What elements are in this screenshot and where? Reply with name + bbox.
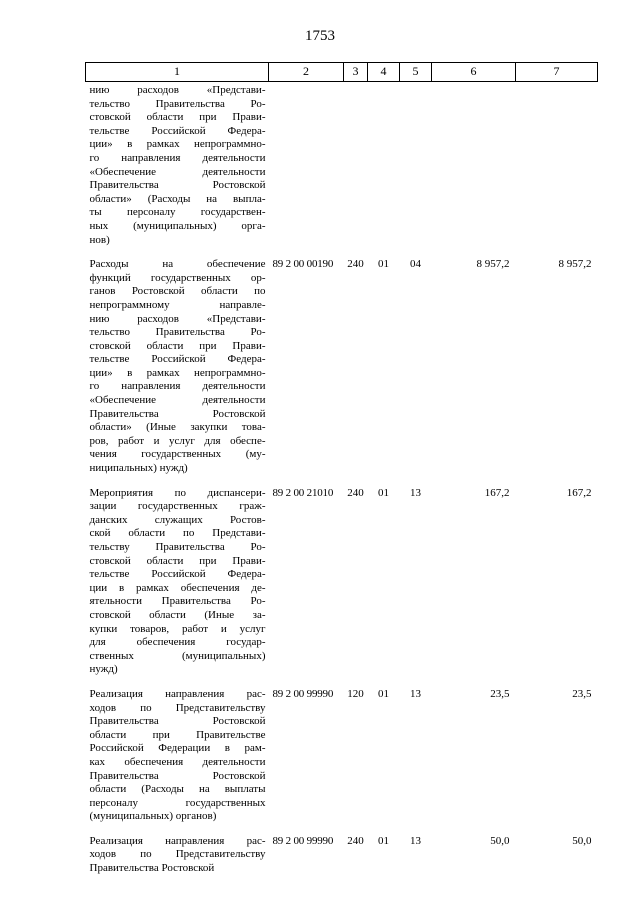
section-code: 01 — [378, 258, 389, 271]
description-line: тельстве Российской Федера- — [89, 568, 266, 581]
expense-description — [86, 687, 269, 834]
table-row — [86, 834, 598, 886]
header-col-5: 5 — [400, 63, 432, 82]
description-line: чения государственных (му- — [89, 448, 266, 461]
subsection-code: 04 — [410, 258, 421, 271]
subsection-code: 13 — [410, 834, 421, 847]
header-col-4: 4 — [368, 63, 400, 82]
expense-type-code: 240 — [347, 834, 364, 847]
table-row — [86, 687, 598, 834]
amount-year-2: 8 957,2 — [558, 258, 592, 271]
description-line: ции в рамках обеспечения де- — [89, 581, 266, 594]
description-line: ской области по Представи- — [89, 527, 266, 540]
expense-description — [86, 82, 269, 258]
subsection-code: 13 — [410, 486, 421, 499]
description-line: Правительства Ростовской — [89, 715, 266, 728]
description-line: ров, работ и услуг для обеспе- — [89, 434, 266, 447]
description-line: нужд) — [89, 663, 118, 676]
target-article-code: 89 2 00 99990 — [272, 834, 334, 847]
description-line: нов) — [89, 233, 110, 246]
expense-description — [86, 257, 269, 486]
description-line: ниципальных) нужд) — [89, 462, 188, 475]
description-line: Правительства Ростовской — [89, 407, 266, 420]
header-col-3: 3 — [344, 63, 368, 82]
description-line: ходов по Представительству — [89, 848, 266, 861]
description-line: стовской области при Прави- — [89, 339, 266, 352]
amount-year-1: 23,5 — [490, 687, 510, 700]
table-row — [86, 486, 598, 687]
description-line: ции» в рамках непрограммно- — [89, 138, 266, 151]
description-line: го направления деятельности — [89, 380, 266, 393]
description-line: области (Расходы на выплаты — [89, 783, 266, 796]
target-article-code — [269, 82, 344, 258]
description-line: ходов по Представительству — [89, 701, 266, 714]
description-line: непрограммному направле- — [89, 298, 266, 311]
description-line: ятельности Правительства Ро- — [89, 595, 266, 608]
description-line: ганов Ростовской области по — [89, 285, 266, 298]
description-line: тельству Правительства Ро- — [89, 541, 266, 553]
description-line: стовской области при Прави- — [89, 554, 266, 567]
description-line: купки товаров, работ и услуг — [89, 622, 266, 635]
section-code: 01 — [378, 687, 389, 700]
description-line: персоналу государственных — [89, 796, 266, 809]
table-row — [86, 257, 598, 486]
description-line: области» (Расходы на выпла- — [89, 192, 266, 205]
table-row — [86, 82, 598, 258]
description-line: области при Правительстве — [89, 728, 266, 741]
description-line: Расходы на обеспечение — [89, 258, 266, 271]
description-line: Реализация направления рас- — [89, 834, 266, 847]
table-header-row — [86, 63, 598, 82]
target-article-code: 89 2 00 99990 — [272, 687, 334, 700]
page-number: 1753 — [305, 28, 335, 44]
header-col-1: 1 — [86, 63, 269, 82]
description-line: ных (муниципальных) орга- — [89, 219, 266, 232]
description-line: для обеспечения государ- — [89, 636, 266, 649]
description-line: «Обеспечение деятельности — [89, 165, 266, 178]
amount-year-1: 167,2 — [484, 486, 510, 499]
description-line: го направления деятельности — [89, 151, 266, 164]
description-line: стовской области (Иные за- — [89, 608, 266, 621]
description-line: данских служащих Ростов- — [89, 513, 266, 526]
description-line: тельство Правительства Ро- — [89, 97, 266, 110]
amount-year-2: 23,5 — [572, 687, 592, 700]
description-line: ках обеспечения деятельности — [89, 755, 266, 768]
description-line: Правительства Ростовской — [89, 862, 215, 875]
amount-year-1 — [432, 82, 516, 258]
description-line: ции» в рамках непрограммно- — [89, 366, 266, 379]
expense-type-code: 120 — [347, 687, 364, 700]
target-article-code: 89 2 00 21010 — [272, 486, 334, 499]
amount-year-2 — [516, 82, 598, 258]
header-col-6: 6 — [432, 63, 516, 82]
target-article-code: 89 2 00 00190 — [272, 258, 334, 271]
description-line: тельстве Российской Федера- — [89, 124, 266, 137]
amount-year-1: 8 957,2 — [476, 258, 510, 271]
description-line: зации государственных граж- — [89, 500, 266, 513]
amount-year-1: 50,0 — [490, 834, 510, 847]
subsection-code: 13 — [410, 687, 421, 700]
description-line: ты персоналу государствен- — [89, 206, 266, 219]
amount-year-2: 50,0 — [572, 834, 592, 847]
description-line: нию расходов «Представи- — [89, 312, 266, 325]
header-col-7: 7 — [516, 63, 598, 82]
description-line: тельстве Российской Федера- — [89, 353, 266, 366]
section-code: 01 — [378, 834, 389, 847]
section-code — [368, 82, 400, 258]
description-line: стовской области при Прави- — [89, 111, 266, 124]
description-line: области» (Иные закупки това- — [89, 421, 266, 434]
description-line: (муниципальных) органов) — [89, 810, 217, 823]
expense-type-code: 240 — [347, 258, 364, 271]
subsection-code — [400, 82, 432, 258]
header-col-2: 2 — [269, 63, 344, 82]
description-line: функций государственных ор- — [89, 271, 266, 284]
description-line: Российской Федерации в рам- — [89, 742, 266, 755]
expense-description — [86, 834, 269, 886]
budget-table — [85, 62, 598, 886]
expense-type-code: 240 — [347, 486, 364, 499]
section-code: 01 — [378, 486, 389, 499]
amount-year-2: 167,2 — [566, 486, 592, 499]
expense-type-code — [344, 82, 368, 258]
description-line: «Обеспечение деятельности — [89, 394, 266, 407]
description-line: ственных (муниципальных) — [89, 649, 266, 662]
description-line: Правительства Ростовской — [89, 769, 266, 782]
expense-description — [86, 486, 269, 687]
description-line: тельство Правительства Ро- — [89, 326, 266, 339]
description-line: нию расходов «Представи- — [89, 84, 266, 96]
description-line: Правительства Ростовской — [89, 179, 266, 192]
description-line: Мероприятия по диспансери- — [89, 486, 266, 499]
description-line: Реализация направления рас- — [89, 687, 266, 700]
